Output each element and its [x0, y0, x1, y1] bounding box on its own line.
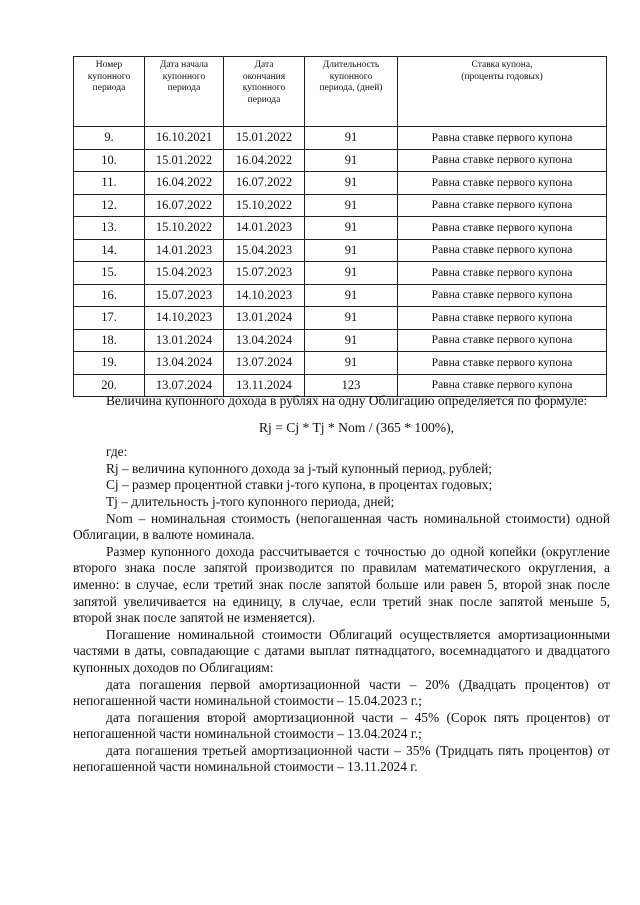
- cell-end-date: 14.10.2023: [224, 284, 305, 307]
- cell-coupon-rate: Равна ставке первого купона: [398, 127, 607, 150]
- table-row: [74, 194, 607, 217]
- cell-period-number: 16.: [74, 284, 145, 307]
- cell-coupon-rate: Равна ставке первого купона: [398, 172, 607, 195]
- cell-start-date: 16.10.2021: [145, 127, 224, 150]
- cell-period-number: 19.: [74, 352, 145, 375]
- header-coupon-rate: Ставка купона, (проценты годовых): [398, 57, 607, 127]
- cell-start-date: 14.10.2023: [145, 307, 224, 330]
- table-row: [74, 284, 607, 307]
- cell-period-number: 18.: [74, 329, 145, 352]
- cell-coupon-rate: Равна ставке первого купона: [398, 149, 607, 172]
- cell-duration: 91: [305, 262, 398, 285]
- table-row: [74, 352, 607, 375]
- amortization-item-2: дата погашения второй амортизационной части – 45% (Сорок пять процентов) от непогашенной части номинальной стоимости – 13.04.2024 г.;: [73, 709, 610, 742]
- cell-coupon-rate: Равна ставке первого купона: [398, 284, 607, 307]
- header-start-date: Дата начала купонного периода: [145, 57, 224, 127]
- body-text: [73, 393, 610, 776]
- amortization-item-1: дата погашения первой амортизационной части – 20% (Двадцать процентов) от непогашенной части номинальной стоимости – 15.04.2023 г.;: [73, 676, 610, 709]
- coupon-schedule-table: [73, 56, 607, 397]
- cell-period-number: 14.: [74, 239, 145, 262]
- header-duration: Длительность купонного периода, (дней): [305, 57, 398, 127]
- cell-start-date: 15.10.2022: [145, 217, 224, 240]
- cell-start-date: 13.04.2024: [145, 352, 224, 375]
- cell-end-date: 13.01.2024: [224, 307, 305, 330]
- cell-end-date: 16.07.2022: [224, 172, 305, 195]
- cell-coupon-rate: Равна ставке первого купона: [398, 217, 607, 240]
- cell-period-number: 11.: [74, 172, 145, 195]
- definition-tj: Tj – длительность j-того купонного периода, дней;: [106, 493, 395, 509]
- cell-duration: 91: [305, 217, 398, 240]
- cell-duration: 123: [305, 374, 398, 397]
- cell-start-date: 13.01.2024: [145, 329, 224, 352]
- cell-coupon-rate: Равна ставке первого купона: [398, 352, 607, 375]
- cell-end-date: 15.04.2023: [224, 239, 305, 262]
- cell-end-date: 13.04.2024: [224, 329, 305, 352]
- header-period-number: Номер купонного периода: [74, 57, 145, 127]
- cell-period-number: 15.: [74, 262, 145, 285]
- definition-nom: Nom – номинальная стоимость (непогашенная часть номинальной стоимости) одной Облигации, в валюте номинала.: [73, 510, 610, 543]
- table-row: [74, 329, 607, 352]
- cell-start-date: 15.07.2023: [145, 284, 224, 307]
- cell-duration: 91: [305, 149, 398, 172]
- cell-coupon-rate: Равна ставке первого купона: [398, 194, 607, 217]
- coupon-formula: Rj = Cj * Tj * Nom / (365 * 100%),: [258, 419, 455, 435]
- cell-period-number: 20.: [74, 374, 145, 397]
- header-end-date: Дата окончания купонного периода: [224, 57, 305, 127]
- cell-duration: 91: [305, 239, 398, 262]
- cell-period-number: 10.: [74, 149, 145, 172]
- cell-period-number: 9.: [74, 127, 145, 150]
- cell-start-date: 15.01.2022: [145, 149, 224, 172]
- cell-start-date: 13.07.2024: [145, 374, 224, 397]
- cell-duration: 91: [305, 329, 398, 352]
- cell-start-date: 16.04.2022: [145, 172, 224, 195]
- cell-coupon-rate: Равна ставке первого купона: [398, 307, 607, 330]
- cell-period-number: 13.: [74, 217, 145, 240]
- table-row: [74, 172, 607, 195]
- cell-end-date: 13.11.2024: [224, 374, 305, 397]
- cell-end-date: 15.01.2022: [224, 127, 305, 150]
- rounding-paragraph: Размер купонного дохода рассчитывается с точностью до одной копейки (округление второго знака после запятой производится по правилам математического округления, а именно: в случае, если третий знак после запятой больше или равен 5, второй знак после запятой увеличивается на единицу, в случае, если третий знак после запятой меньше 5, второй знак после запятой не изменяется).: [73, 543, 610, 626]
- where-label: где:: [106, 444, 128, 460]
- table-row: [74, 149, 607, 172]
- cell-coupon-rate: Равна ставке первого купона: [398, 239, 607, 262]
- cell-period-number: 17.: [74, 307, 145, 330]
- cell-start-date: 14.01.2023: [145, 239, 224, 262]
- definition-cj: Cj – размер процентной ставки j-того купона, в процентах годовых;: [106, 477, 493, 493]
- amortization-intro: Погашение номинальной стоимости Облигаций осуществляется амортизационными частями в даты, совпадающие с датами выплат пятнадцатого, восемнадцатого и двадцатого купонных доходов по Облигациям:: [73, 626, 610, 675]
- cell-coupon-rate: Равна ставке первого купона: [398, 374, 607, 397]
- cell-start-date: 16.07.2022: [145, 194, 224, 217]
- table-row: [74, 217, 607, 240]
- cell-duration: 91: [305, 127, 398, 150]
- cell-duration: 91: [305, 194, 398, 217]
- cell-period-number: 12.: [74, 194, 145, 217]
- table-row: [74, 239, 607, 262]
- table-row: [74, 262, 607, 285]
- cell-end-date: 15.10.2022: [224, 194, 305, 217]
- amortization-item-3: дата погашения третьей амортизационной части – 35% (Тридцать пять процентов) от непогашенной части номинальной стоимости – 13.11.2024 г.: [73, 742, 610, 775]
- cell-end-date: 16.04.2022: [224, 149, 305, 172]
- formula-intro: Величина купонного дохода в рублях на одну Облигацию определяется по формуле:: [106, 393, 588, 408]
- definition-rj: Rj – величина купонного дохода за j-тый купонный период, рублей;: [106, 460, 492, 476]
- cell-end-date: 13.07.2024: [224, 352, 305, 375]
- table-row: [74, 307, 607, 330]
- table-row: [74, 127, 607, 150]
- cell-end-date: 15.07.2023: [224, 262, 305, 285]
- cell-duration: 91: [305, 284, 398, 307]
- cell-duration: 91: [305, 172, 398, 195]
- cell-coupon-rate: Равна ставке первого купона: [398, 329, 607, 352]
- cell-duration: 91: [305, 352, 398, 375]
- cell-end-date: 14.01.2023: [224, 217, 305, 240]
- cell-start-date: 15.04.2023: [145, 262, 224, 285]
- table-header-row: [74, 57, 607, 127]
- cell-duration: 91: [305, 307, 398, 330]
- cell-coupon-rate: Равна ставке первого купона: [398, 262, 607, 285]
